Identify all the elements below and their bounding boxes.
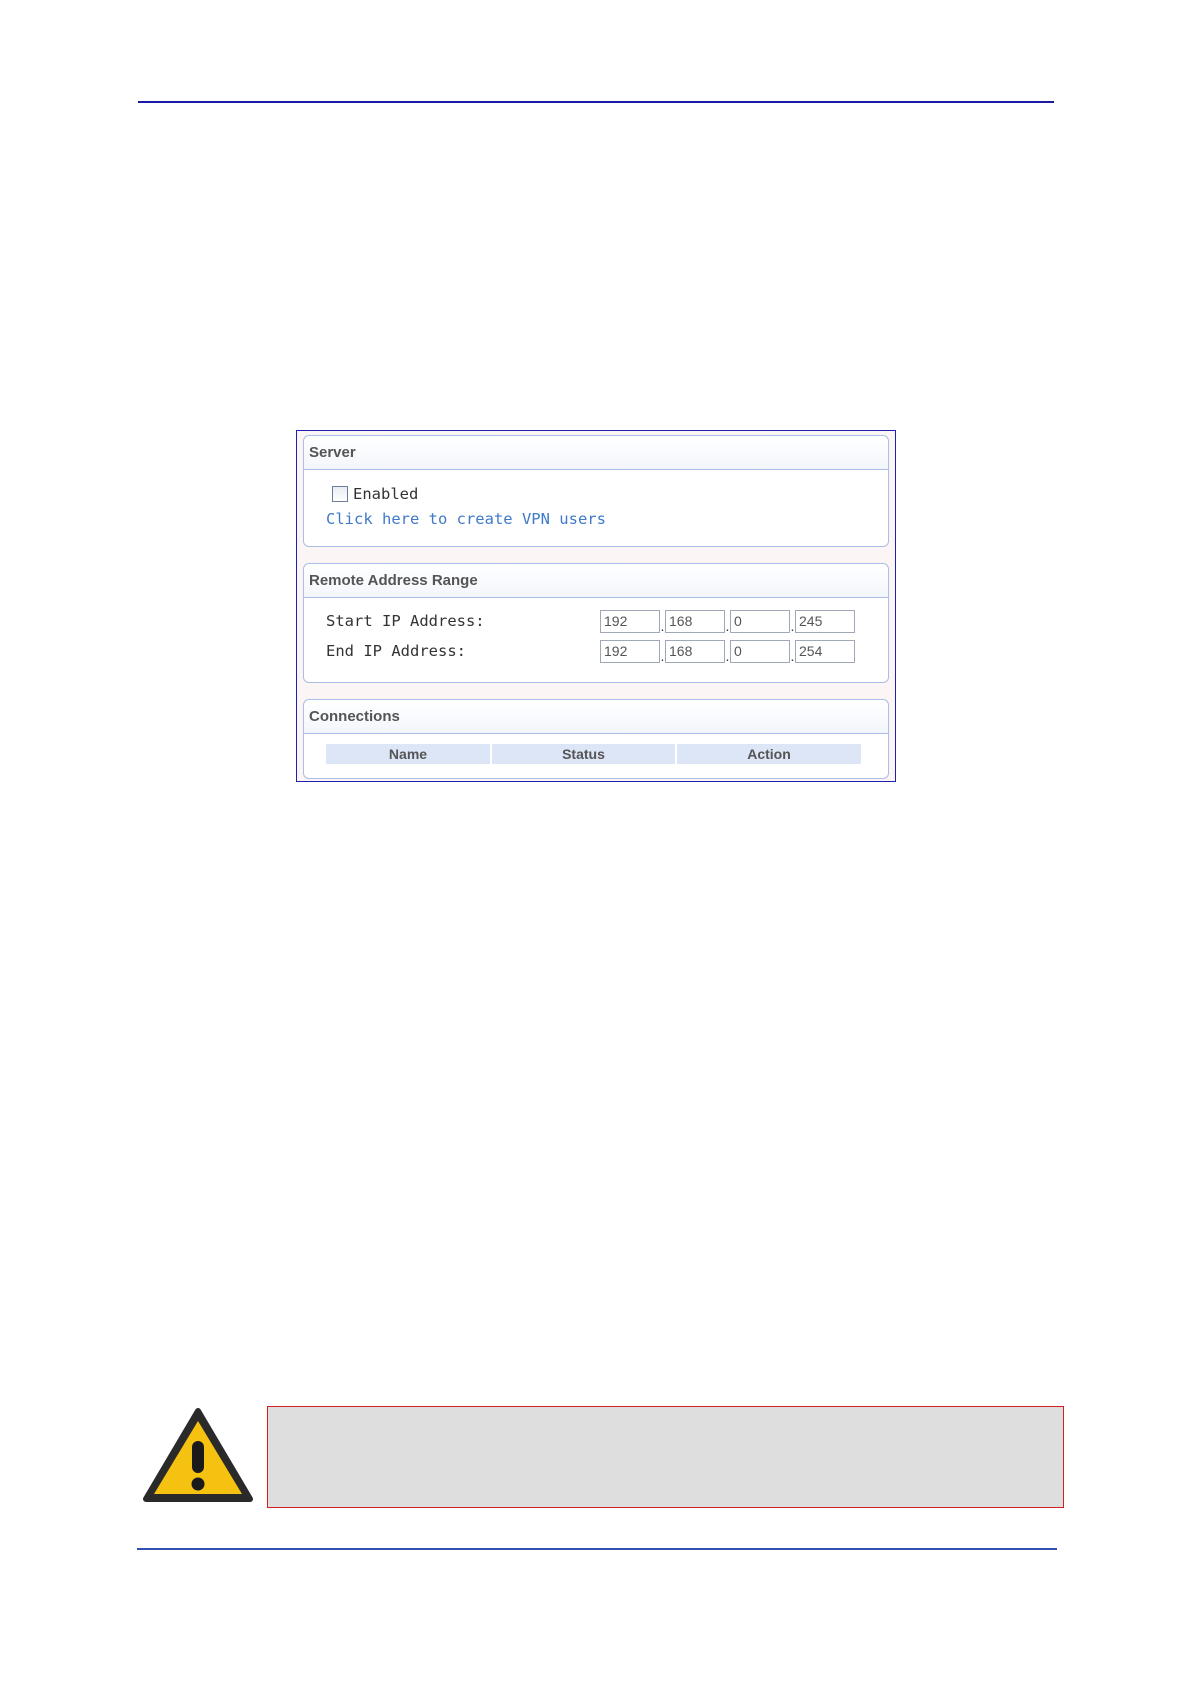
end-ip-octet-4[interactable]: 254 (795, 640, 855, 663)
remote-address-range-section (303, 563, 889, 683)
ip-separator: . (790, 648, 795, 664)
enabled-checkbox[interactable] (332, 486, 348, 502)
server-section-title: Server (304, 436, 888, 470)
column-action[interactable]: Action (677, 744, 861, 764)
column-name[interactable]: Name (326, 744, 490, 764)
start-ip-octet-4[interactable]: 245 (795, 610, 855, 633)
ip-separator: . (790, 618, 795, 634)
start-ip-fields (600, 610, 855, 633)
start-ip-octet-2[interactable]: 168 (665, 610, 725, 633)
end-ip-label: End IP Address: (326, 642, 466, 660)
enabled-label: Enabled (353, 485, 419, 503)
column-status[interactable]: Status (492, 744, 675, 764)
range-section-title: Remote Address Range (304, 564, 888, 598)
start-ip-octet-3[interactable]: 0 (730, 610, 790, 633)
note-box (267, 1406, 1064, 1508)
ip-separator: . (660, 648, 665, 664)
start-ip-label: Start IP Address: (326, 612, 485, 630)
ip-separator: . (725, 618, 730, 634)
header-rule (138, 101, 1054, 103)
end-ip-octet-3[interactable]: 0 (730, 640, 790, 663)
footer-rule (137, 1548, 1057, 1550)
start-ip-octet-1[interactable]: 192 (600, 610, 660, 633)
server-section (303, 435, 889, 547)
enabled-row (332, 484, 418, 504)
end-ip-octet-1[interactable]: 192 (600, 640, 660, 663)
end-ip-row (326, 640, 886, 664)
ip-separator: . (725, 648, 730, 664)
ip-separator: . (660, 618, 665, 634)
create-vpn-users-link[interactable]: Click here to create VPN users (326, 510, 606, 528)
start-ip-row (326, 610, 886, 634)
vpn-server-screenshot (296, 430, 896, 782)
end-ip-fields (600, 640, 855, 663)
end-ip-octet-2[interactable]: 168 (665, 640, 725, 663)
warning-icon (142, 1405, 254, 1505)
connections-section-title: Connections (304, 700, 888, 734)
connections-table-header (326, 744, 863, 764)
connections-section (303, 699, 889, 779)
